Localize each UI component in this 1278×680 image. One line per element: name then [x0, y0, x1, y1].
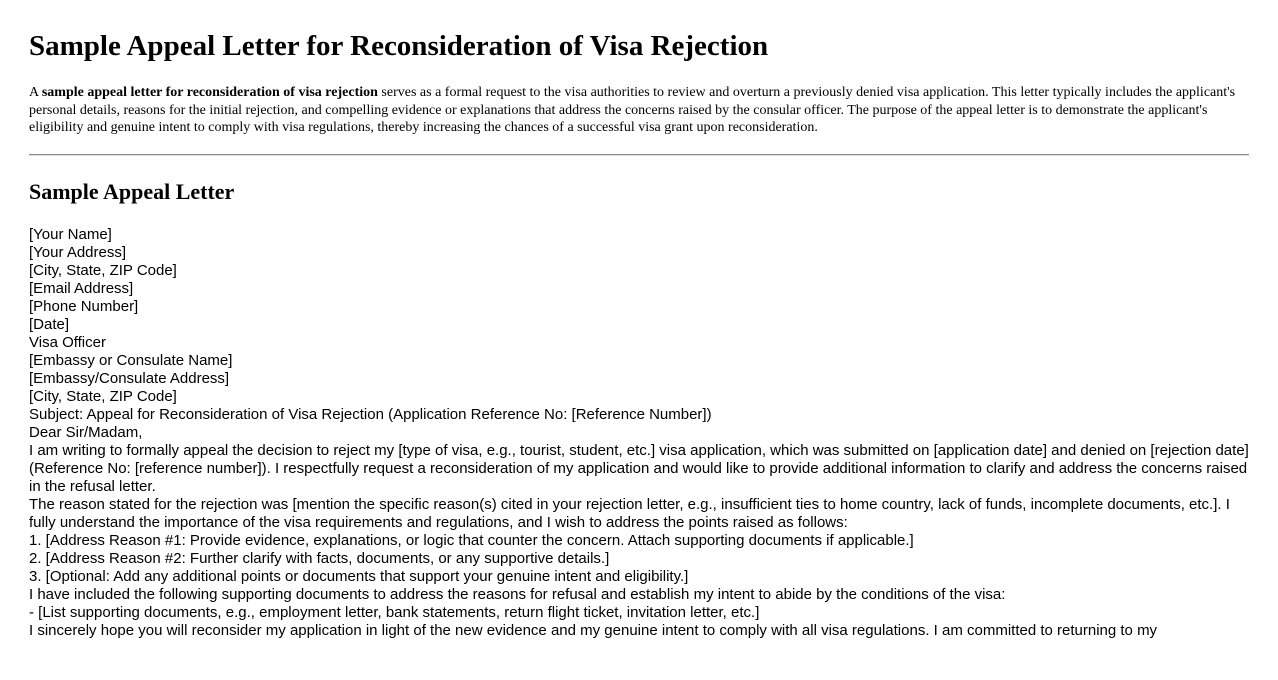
intro-bold-phrase: sample appeal letter for reconsideration of visa rejection: [41, 85, 378, 101]
section-divider: [29, 154, 1249, 156]
letter-line: Visa Officer: [29, 334, 106, 352]
letter-line: 3. [Optional: Add any additional points or documents that support your genuine intent and eligibility.]: [29, 568, 689, 586]
letter-body: [29, 226, 1249, 640]
letter-line: [Your Address]: [29, 244, 127, 262]
letter-line: 1. [Address Reason #1: Provide evidence, explanations, or logic that counter the concern. Attach supporting documents if applicable.]: [29, 532, 914, 550]
page-title: Sample Appeal Letter for Reconsideration of Visa Rejection: [29, 30, 769, 62]
letter-line: The reason stated for the rejection was [mention the specific reason(s) cited in your rejection letter, e.g., insufficient ties to home country, lack of funds, incomplete documents, etc.]. I fully understand the importance of the visa requirements and regulations, and I wish to address the points raised as follows:: [29, 496, 1230, 532]
letter-line: [City, State, ZIP Code]: [29, 262, 177, 280]
letter-line: I have included the following supporting documents to address the reasons for refusal and establish my intent to abide by the conditions of the visa:: [29, 586, 1006, 604]
section-heading: Sample Appeal Letter: [29, 178, 235, 204]
document-page: [0, 30, 1278, 640]
letter-line: Subject: Appeal for Reconsideration of Visa Rejection (Application Reference No: [Reference Number]): [29, 406, 712, 424]
intro-rest: serves as a formal request to the visa authorities to review and overturn a previously denied visa application. This letter typically includes the applicant's personal details, reasons for the initial rejection, and compelling evidence or explanations that address the concerns raised by the consular officer. The purpose of the appeal letter is to demonstrate the applicant's eligibility and genuine intent to comply with visa regulations, thereby increasing the chances of a successful visa grant upon reconsideration.: [29, 85, 1236, 136]
intro-prefix: A: [29, 85, 42, 101]
letter-line: [Email Address]: [29, 280, 134, 298]
letter-line: I am writing to formally appeal the decision to reject my [type of visa, e.g., tourist, student, etc.] visa application, which was submitted on [application date] and denied on [rejection date] (Reference No: [reference number]). I respectfully request a reconsideration of my application and would like to provide additional information to clarify and address the concerns raised in the refusal letter.: [29, 442, 1249, 496]
letter-line: Dear Sir/Madam,: [29, 424, 143, 442]
letter-line: [Embassy/Consulate Address]: [29, 370, 230, 388]
letter-line: 2. [Address Reason #2: Further clarify with facts, documents, or any supportive details.]: [29, 550, 610, 568]
letter-line: I sincerely hope you will reconsider my application in light of the new evidence and my genuine intent to comply with all visa regulations. I am committed to returning to my: [29, 622, 1158, 640]
letter-line: - [List supporting documents, e.g., employment letter, bank statements, return flight ticket, invitation letter, etc.]: [29, 604, 760, 622]
letter-line: [City, State, ZIP Code]: [29, 388, 177, 406]
letter-line: [Date]: [29, 316, 70, 334]
letter-line: [Embassy or Consulate Name]: [29, 352, 233, 370]
letter-line: [Phone Number]: [29, 298, 139, 316]
letter-line: [Your Name]: [29, 226, 112, 244]
intro-paragraph: [29, 84, 1249, 137]
